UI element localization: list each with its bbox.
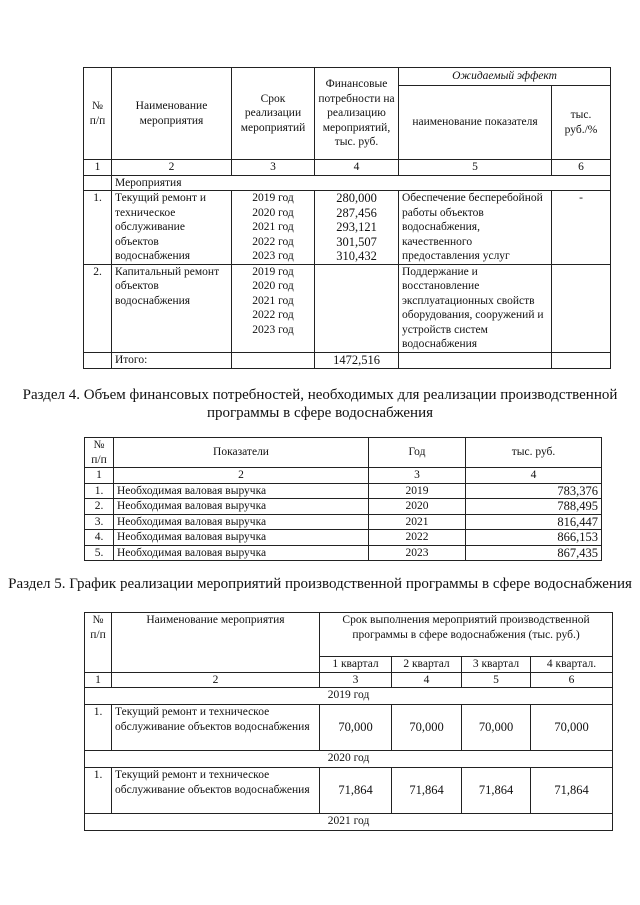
row-effect: Поддержание и восстановление эксплуатационных свойств оборудования, сооружений и устройств систем водоснабжения [399, 264, 552, 352]
table-row [85, 483, 602, 499]
year-row: 2021 год [85, 814, 613, 831]
row-num: 3. [85, 514, 114, 530]
table-row [85, 514, 602, 530]
header-q3: 3 квартал [462, 657, 531, 673]
header-num: № п/п [85, 438, 114, 468]
col-number: 1 [84, 160, 112, 176]
year-row: 2020 год [85, 751, 613, 768]
row-q2: 70,000 [392, 705, 462, 751]
row-name: Необходимая валовая выручка [114, 499, 369, 515]
total-row [84, 352, 611, 368]
header-finance: Финансовые потребности на реализацию мероприятий, тыс. руб. [315, 68, 399, 160]
row-name: Необходимая валовая выручка [114, 483, 369, 499]
header-amount: тыс. руб. [466, 438, 602, 468]
col-number: 3 [369, 468, 466, 484]
row-num: 1. [85, 483, 114, 499]
row-q1: 71,864 [320, 768, 392, 814]
row-year: 2021 [369, 514, 466, 530]
col-number: 1 [85, 672, 112, 688]
row-q3: 71,864 [462, 768, 531, 814]
row-q1: 70,000 [320, 705, 392, 751]
row-amounts: 280,000 287,456 293,121 301,507 310,432 [315, 191, 399, 265]
table-row [85, 499, 602, 515]
table-row [85, 530, 602, 546]
col-number: 3 [232, 160, 315, 176]
header-term: Срок выполнения мероприятий производственной программы в сфере водоснабжения (тыс. руб.) [320, 613, 613, 657]
row-years: 2019 год 2020 год 2021 год 2022 год 2023 год [232, 264, 315, 352]
row-num: 1. [85, 768, 112, 814]
row-num: 1. [84, 191, 112, 265]
row-years: 2019 год 2020 год 2021 год 2022 год 2023 год [232, 191, 315, 265]
table-row [85, 768, 613, 814]
row-name: Текущий ремонт и техническое обслуживание объектов водоснабжения [112, 191, 232, 265]
row-name: Капитальный ремонт объектов водоснабжения [112, 264, 232, 352]
row-year: 2020 [369, 499, 466, 515]
table-row [85, 705, 613, 751]
section4-title: Раздел 4. Объем финансовых потребностей, необходимых для реализации производственной программы в сфере водоснабжения [22, 387, 618, 421]
row-amount: 816,447 [466, 514, 602, 530]
row-name: Необходимая валовая выручка [114, 514, 369, 530]
header-num: № п/п [84, 68, 112, 160]
row-value: - [552, 191, 611, 265]
row-q4: 70,000 [531, 705, 613, 751]
row-amount: 783,376 [466, 483, 602, 499]
row-amount: 866,153 [466, 530, 602, 546]
row-num: 2. [84, 264, 112, 352]
row-num: 1. [85, 705, 112, 751]
col-number: 2 [114, 468, 369, 484]
col-number: 4 [392, 672, 462, 688]
row-amounts [315, 264, 399, 352]
row-q3: 70,000 [462, 705, 531, 751]
row-amount: 867,435 [466, 545, 602, 561]
col-number: 5 [462, 672, 531, 688]
year-row: 2019 год [85, 688, 613, 705]
section5-title: Раздел 5. График реализации мероприятий производственной программы в сфере водоснабжения [8, 576, 632, 592]
col-number: 4 [315, 160, 399, 176]
row-amount: 788,495 [466, 499, 602, 515]
total-label: Итого: [112, 352, 232, 368]
col-number: 6 [531, 672, 613, 688]
row-num: 5. [85, 545, 114, 561]
measures-table [83, 67, 611, 369]
col-number: 2 [112, 672, 320, 688]
row-num: 2. [85, 499, 114, 515]
row-num: 4. [85, 530, 114, 546]
header-name: Наименование мероприятия [112, 68, 232, 160]
col-number: 3 [320, 672, 392, 688]
table-row [85, 545, 602, 561]
row-q2: 71,864 [392, 768, 462, 814]
col-number: 4 [466, 468, 602, 484]
row-name: Необходимая валовая выручка [114, 530, 369, 546]
header-effect: Ожидаемый эффект [399, 68, 611, 86]
row-year: 2019 [369, 483, 466, 499]
col-number: 1 [85, 468, 114, 484]
header-q1: 1 квартал [320, 657, 392, 673]
header-indicator: наименование показателя [399, 86, 552, 160]
row-year: 2023 [369, 545, 466, 561]
revenue-table [84, 437, 602, 561]
section-label: Мероприятия [112, 175, 611, 191]
header-indicator: Показатели [114, 438, 369, 468]
row-value [552, 264, 611, 352]
table-row [84, 264, 611, 352]
row-year: 2022 [369, 530, 466, 546]
schedule-table [84, 612, 613, 831]
row-name: Необходимая валовая выручка [114, 545, 369, 561]
header-unit: тыс. руб./% [552, 86, 611, 160]
header-num: № п/п [85, 613, 112, 673]
table-row [84, 191, 611, 265]
total-value: 1472,516 [315, 352, 399, 368]
header-term: Срок реализации мероприятий [232, 68, 315, 160]
header-q4: 4 квартал. [531, 657, 613, 673]
header-q2: 2 квартал [392, 657, 462, 673]
header-year: Год [369, 438, 466, 468]
col-number: 6 [552, 160, 611, 176]
row-effect: Обеспечение бесперебойной работы объектов водоснабжения, качественного предоставления услуг [399, 191, 552, 265]
header-name: Наименование мероприятия [112, 613, 320, 673]
col-number: 5 [399, 160, 552, 176]
row-q4: 71,864 [531, 768, 613, 814]
row-name: Текущий ремонт и техническое обслуживание объектов водоснабжения [112, 705, 320, 751]
row-name: Текущий ремонт и техническое обслуживание объектов водоснабжения [112, 768, 320, 814]
col-number: 2 [112, 160, 232, 176]
